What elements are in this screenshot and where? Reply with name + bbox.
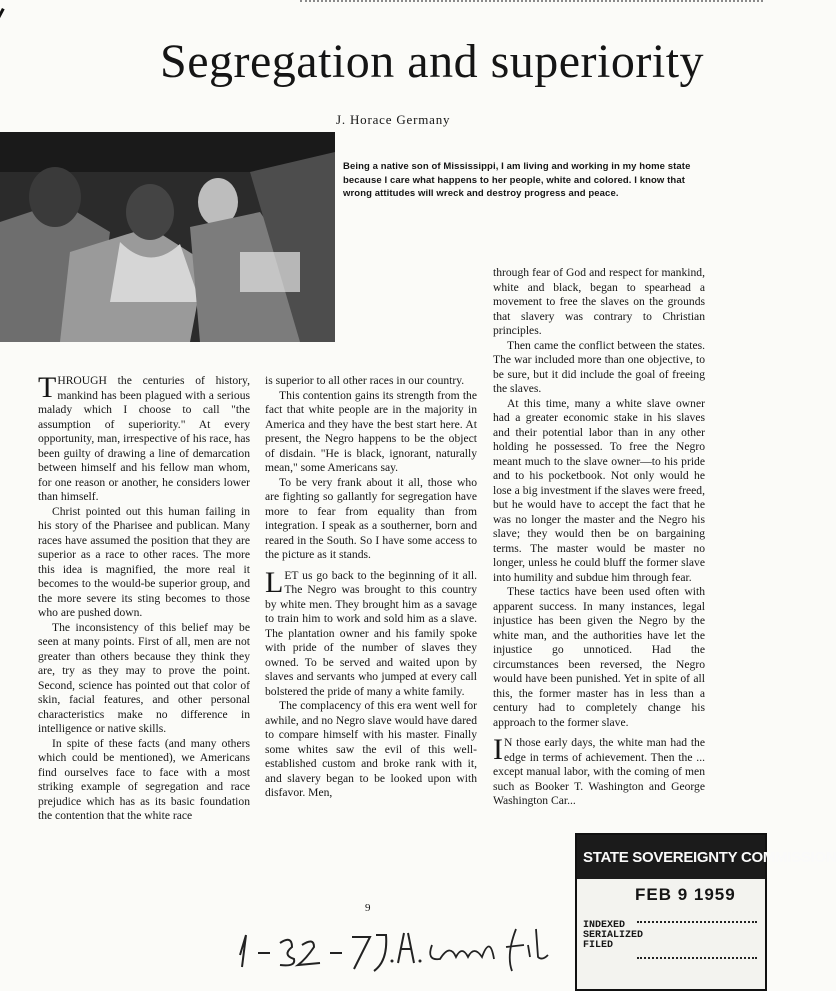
body-column-1 [38, 371, 250, 824]
article-title: Segregation and superiority [160, 35, 705, 88]
stamp-filing-labels: INDEXED SERIALIZED FILED [583, 920, 644, 951]
paragraph-text: ET us go back to the beginning of it all. The Negro was brought to this country by white men. They brought him as a savage to train him to work and sold him as a slave. The plantation owner and his family spoke with pride of the number of slaves they owned. To be served and waited upon by slaves and servants who jumped at every call bolstered the pride of many a white family. [265, 568, 477, 698]
paragraph-text: The inconsistency of this belief may be seen at many points. First of all, men are not greater than others because they think they are, try as they may to prove the point. Second, science has pointed out that color of skin, facial features, and other personal characteristics make no difference in intelligence or native skills. [38, 620, 250, 735]
paragraph-text: To be very frank about it all, those who are fighting so gallantly for segregation have more to fear from equality than from integration. I speak as a southerner, born and reared in the South. So I have some access to the picture as it stands. [265, 475, 477, 561]
paragraph-text: through fear of God and respect for mankind, white and black, began to spearhead a movement to free the slaves on the grounds that slavery was contrary to Christian principles. [493, 266, 705, 337]
page-number: 9 [365, 902, 371, 914]
body-paragraph [38, 371, 250, 505]
body-paragraph [265, 565, 477, 700]
body-paragraph [493, 397, 705, 586]
handwritten-file-note-drawing [236, 915, 576, 975]
stamp-title: STATE SOVEREIGNTY COMMISSION [583, 849, 836, 866]
body-paragraph [38, 621, 250, 737]
photo-two-men-seated-icon [0, 132, 335, 342]
paragraph-text: N those early days, the white man had the edge in terms of achievement. Then the ... except manual labor, with the coming of men such as Booker T. Washington and George Washington Car... [493, 736, 705, 807]
body-paragraph [265, 476, 477, 563]
paragraph-text: In spite of these facts (and many others which could be mentioned), we Americans find ourselves face to face with a most striking example of segregation and race prejudice which has as its basic foundation the contention that the white race [38, 736, 250, 822]
body-column-2 [265, 374, 477, 801]
body-paragraph [38, 737, 250, 824]
paragraph-text: is superior to all other races in our country. [265, 374, 465, 387]
commission-stamp [575, 833, 836, 991]
body-paragraph [493, 733, 705, 809]
top-dotted-border [300, 0, 763, 4]
body-paragraph [265, 374, 477, 389]
body-paragraph [265, 389, 477, 476]
body-paragraph [493, 339, 705, 397]
paragraph-text: This contention gains its strength from the fact that white people are in the majority in America and they have the best start here. At present, the Negro happens to be the object of disdain. "He is black, ignorant, naturally mean," some Americans say. [265, 388, 477, 474]
paragraph-text: At this time, many a white slave owner had a greater economic stake in his slaves and their potential labor than in any other holding he possessed. To free the Negro meant much to the slave owner—to his pride and to his pocketbook. Not only would he lose a big investment if the slaves were freed, but he would have to accept the fact that he was no longer the master and the Negro his slave; they would then be on bargaining terms. The master would be master no longer, unless he could bluff the former slave into humility and subdue him through fear. [493, 396, 705, 584]
intro-blurb: Being a native son of Mississippi, I am living and working in my home state because I care what happens to her people, white and colored. I know that wrong attitudes will wreck and destroy progress and peace. [343, 161, 691, 199]
author-byline: J. Horace Germany [336, 112, 451, 127]
paragraph-text: Christ pointed out this human failing in his story of the Pharisee and publican. Many races have assumed the position that they are superior as a race to other races. The more this idea is magnified, the more real it becomes to the would-be superior group, and the more severe its sting becomes to those who are pushed down. [38, 504, 250, 619]
drop-cap-letter: I [493, 733, 503, 766]
drop-cap-letter: L [265, 565, 284, 599]
body-paragraph [265, 699, 477, 801]
body-paragraph [493, 585, 705, 730]
margin-pen-mark [0, 8, 19, 47]
body-column-3 [493, 266, 705, 809]
stamp-date: FEB 9 1959 [635, 885, 736, 904]
article-photo [0, 132, 335, 342]
body-paragraph [493, 266, 705, 339]
handwritten-file-note [236, 915, 576, 975]
drop-cap-letter: T [38, 371, 57, 404]
body-paragraph [38, 505, 250, 621]
paragraph-text: These tactics have been used often with apparent success. In many instances, legal injustice has been given the Negro by the white man, and the authorities have let the injustice go unnoticed. Had the circumstances been reversed, the Negro would have been punished. Yet in spite of all this, the former master has in less than a century had to completely change his approach to the former slave. [493, 585, 705, 729]
stamp-dotted-lines [637, 921, 757, 959]
paragraph-text: Then came the conflict between the states. The war included more than one objective, to be sure, but it did include the goal of freeing the slaves. [493, 338, 705, 395]
paragraph-text: The complacency of this era went well for awhile, and no Negro slave would have dared to compare himself with his master. Finally some whites saw the evil of this well-established custom and broke rank with it, and slavery began to be looked upon with disfavor. Men, [265, 699, 477, 799]
paragraph-text: HROUGH the centuries of history, mankind has been plagued with a serious malady which I choose to call "the assumption of superiority." At every opportunity, man, irrespective of his race, has been guilty of drawing a line of demarcation between himself and his fellow man whom, for one reason or another, he considers lower than himself. [38, 374, 250, 503]
